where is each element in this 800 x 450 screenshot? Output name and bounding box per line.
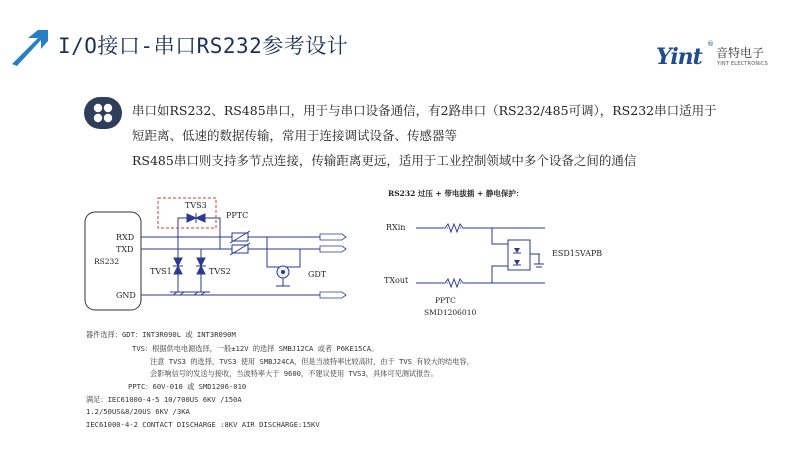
gdt-label: GDT [308, 270, 327, 279]
logo-brand: Yint [656, 44, 702, 70]
pin-gnd-label: GND [116, 291, 136, 300]
tvs2-symbol [196, 258, 206, 274]
tvs1-label: TVS1 [150, 267, 172, 276]
gdt-symbol [276, 266, 290, 286]
intro-badge [84, 97, 122, 129]
output-terminals [320, 234, 346, 298]
pptc-right-label: PPTC [435, 296, 456, 305]
tvs3-wire [178, 218, 220, 249]
txout-label: TXout [384, 276, 409, 285]
page-title: I/O接口-串口RS232参考设计 [58, 34, 349, 58]
logo-name-cn: 音特电子 [716, 46, 765, 60]
note-line-7: 1.2/50US&8/20US 6KV /3KA [86, 407, 190, 416]
note-line-3: 注意 TVS3 的选择，TVS3 使用 SMBJ24CA，但是当波特率比较高时，由于 TVS 有较大的结电容， [150, 357, 474, 366]
tvs1-symbol [173, 258, 183, 274]
logo-registered-mark: ® [707, 40, 714, 48]
company-logo [656, 40, 769, 72]
intro-line-1: 串口如RS232、RS485串口，用于与串口设备通信，有2路串口（RS232/485可调），RS232串口适用于 [132, 103, 717, 118]
pptc-symbols [230, 231, 250, 255]
note-line-1: 器件选择：GDT：INT3R090L 或 INT3R090M [86, 330, 236, 339]
circuit-right-title: RS232 过压 + 带电拔插 + 静电保护： [388, 189, 524, 198]
note-line-2: TVS：根据供电电源选择，一般±12V 的选择 SMBJ12CA 或者 P6KE15CA。 [132, 344, 379, 353]
logo-name-en: YINT ELECTRONICS [717, 61, 769, 67]
esd-rxin-wire [492, 228, 508, 244]
rxin-label: RXin [386, 223, 406, 232]
tvs3-label: TVS3 [185, 201, 207, 210]
esd-part-label: ESD15VAPB [552, 249, 603, 258]
connector-label: RS232 [94, 257, 120, 266]
intro-line-3: RS485串口则支持多节点连接，传输距离更远，适用于工业控制领域中多个设备之间的通信 [132, 153, 637, 168]
rs232-protection-circuit-right [380, 182, 630, 332]
pptc-right-part: SMD1206010 [424, 308, 477, 317]
note-line-5: PPTC：60V-010 或 SMD1206-010 [128, 382, 247, 391]
clover-icon [84, 97, 122, 129]
gdt-wire [267, 237, 300, 267]
esd-txout-wire [492, 266, 508, 283]
rs232-protection-circuit-left [80, 182, 380, 312]
title-arrow-icon [8, 28, 52, 68]
note-line-8: IEC61000-4-2 CONTACT DISCHARGE :8KV AIR DISCHARGE:15KV [86, 420, 320, 429]
tvs2-label: TVS2 [209, 267, 231, 276]
intro-line-2: 短距离、低速的数据传输，常用于连接调试设备、传感器等 [132, 128, 458, 143]
pptc-label: PPTC [226, 211, 249, 220]
esd-ic-symbol [508, 240, 544, 270]
pin-txd-label: TXD [116, 245, 134, 254]
tvs3-symbol [187, 213, 205, 223]
pin-rxd-label: RXD [116, 233, 135, 242]
note-line-4: 会影响信号的发送与接收，当波特率大于 9600，不建议使用 TVS3，具体可见测试报告。 [150, 369, 438, 378]
note-line-6: 满足：IEC61000-4-5 10/700US 6KV /150A [86, 395, 242, 404]
